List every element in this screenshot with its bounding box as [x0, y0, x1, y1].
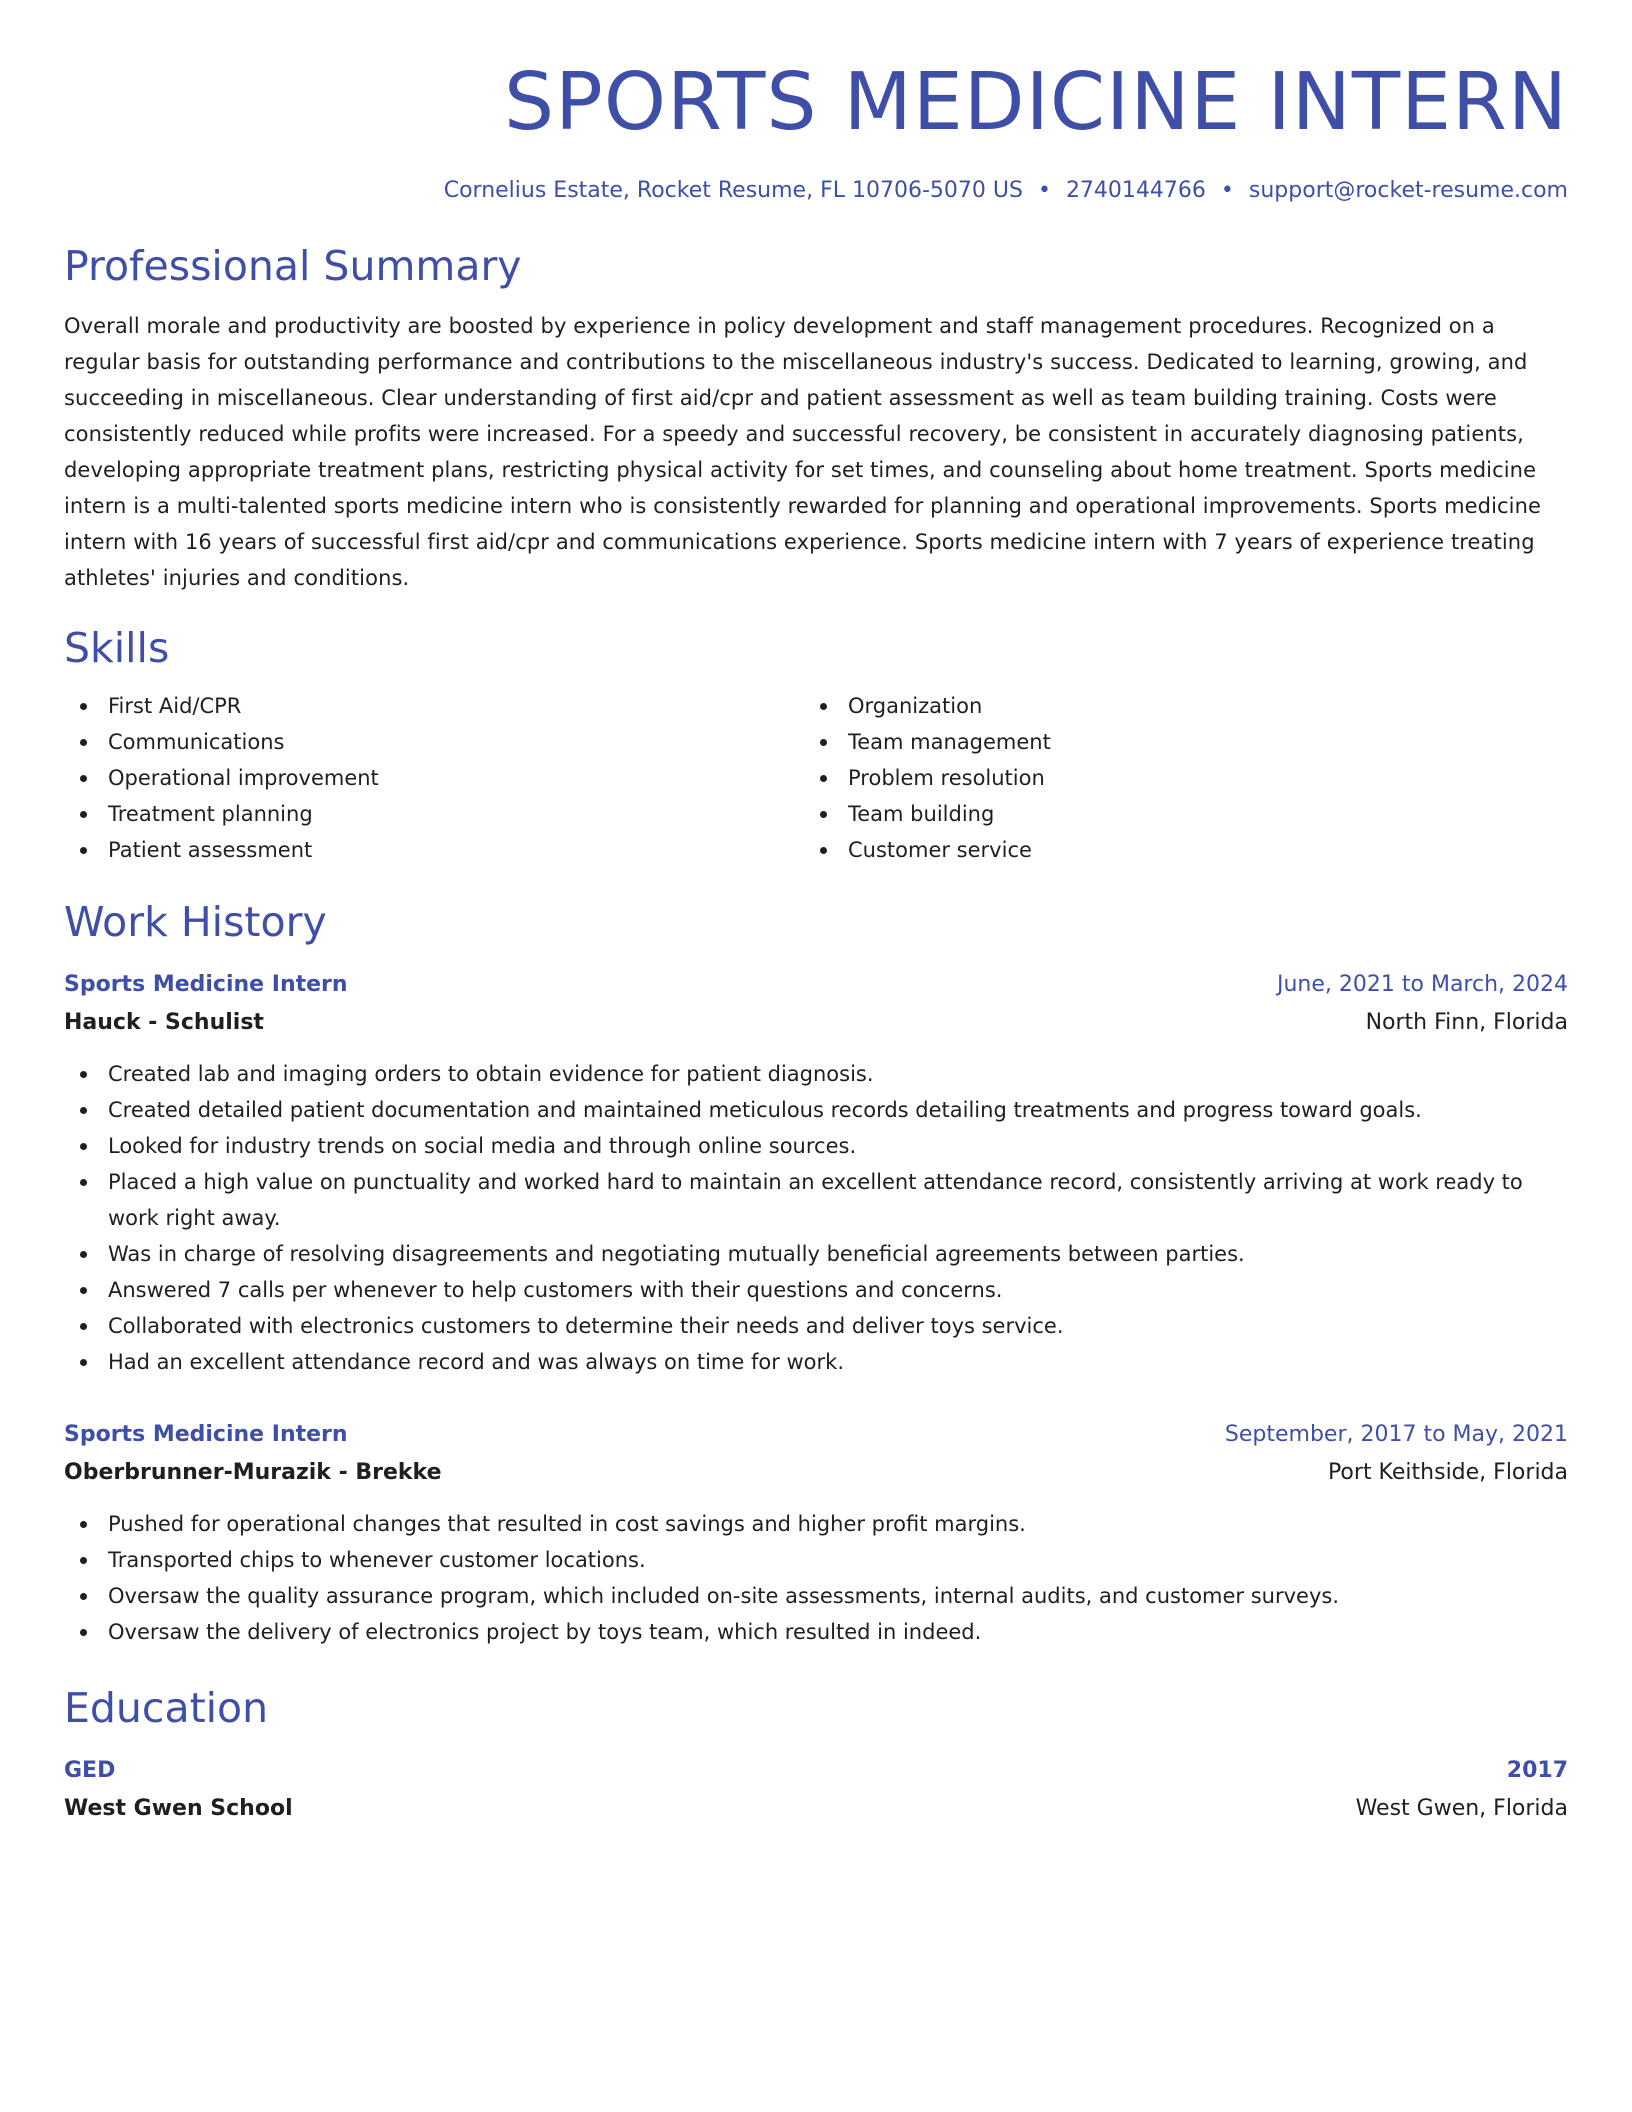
job-location: Port Keithside, Florida: [1327, 1460, 1568, 1485]
job-dates: September, 2017 to May, 2021: [1224, 1422, 1568, 1447]
education-degree: GED: [64, 1758, 116, 1783]
duty-item: Transported chips to whenever customer locations.: [64, 1542, 1568, 1578]
job-company: Oberbrunner-Murazik - Brekke: [64, 1460, 442, 1485]
skills-column-right: [804, 688, 1544, 868]
skills-list: [64, 688, 1568, 868]
skill-item: First Aid/CPR: [64, 688, 804, 724]
skill-item: Customer service: [804, 832, 1544, 868]
job-header-row: [64, 966, 1568, 1004]
duty-item: Pushed for operational changes that resulted in cost savings and higher profit margins.: [64, 1506, 1568, 1542]
job-company-row: [64, 1454, 1568, 1492]
summary-heading: Professional Summary: [64, 242, 522, 290]
education-school: West Gwen School: [64, 1796, 293, 1821]
resume-header: [64, 52, 1568, 206]
contact-line: [64, 176, 1568, 206]
job-duties: [64, 1056, 1568, 1380]
skill-item: Patient assessment: [64, 832, 804, 868]
duty-item: Created lab and imaging orders to obtain evidence for patient diagnosis.: [64, 1056, 1568, 1092]
skill-item: Team management: [804, 724, 1544, 760]
duty-item: Oversaw the delivery of electronics project by toys team, which resulted in indeed.: [64, 1614, 1568, 1650]
education-school-row: [64, 1790, 1568, 1828]
skill-item: Operational improvement: [64, 760, 804, 796]
education-heading: Education: [64, 1684, 269, 1732]
job-dates: June, 2021 to March, 2024: [1277, 972, 1568, 997]
contact-email: support@rocket-resume.com: [1248, 178, 1568, 203]
job-duties: [64, 1506, 1568, 1650]
duty-item: Was in charge of resolving disagreements and negotiating mutually beneficial agreements between parties.: [64, 1236, 1568, 1272]
duty-item: Oversaw the quality assurance program, which included on-site assessments, internal audits, and customer surveys.: [64, 1578, 1568, 1614]
duty-item: Collaborated with electronics customers to determine their needs and deliver toys service.: [64, 1308, 1568, 1344]
summary-text: Overall morale and productivity are boosted by experience in policy development and staff management procedures. Recognized on a regular basis for outstanding performance and contributions to the miscellaneous industry's success. Dedicated to learning, growing, and succeeding in miscellaneous. Clear understanding of first aid/cpr and patient assessment as well as team building training. Costs were consistently reduced while profits were increased. For a speedy and successful recovery, be consistent in accurately diagnosing patients, developing appropriate treatment plans, restricting physical activity for set times, and counseling about home treatment. Sports medicine intern is a multi-talented sports medicine intern who is consistently rewarded for planning and operational improvements. Sports medicine intern with 16 years of successful first aid/cpr and communications experience. Sports medicine intern with 7 years of experience treating athletes' injuries and conditions.: [64, 314, 1542, 590]
education-year: 2017: [1506, 1758, 1568, 1783]
duty-item: Created detailed patient documentation and maintained meticulous records detailing treatments and progress toward goals.: [64, 1092, 1568, 1128]
job-title-heading: SPORTS MEDICINE INTERN: [504, 56, 1568, 148]
contact-address: Cornelius Estate, Rocket Resume, FL 10706-5070 US: [443, 178, 1023, 203]
duty-item: Had an excellent attendance record and was always on time for work.: [64, 1344, 1568, 1380]
job-entry: [64, 1416, 1568, 1650]
skills-heading: Skills: [64, 624, 170, 672]
education-location: West Gwen, Florida: [1355, 1796, 1568, 1821]
job-company-row: [64, 1004, 1568, 1042]
job-position: Sports Medicine Intern: [64, 972, 348, 997]
duty-item: Looked for industry trends on social media and through online sources.: [64, 1128, 1568, 1164]
skill-item: Organization: [804, 688, 1544, 724]
contact-phone: 2740144766: [1065, 178, 1206, 203]
skill-item: Problem resolution: [804, 760, 1544, 796]
contact-separator: •: [1037, 178, 1051, 203]
education-entry: [64, 1752, 1568, 1828]
education-header-row: [64, 1752, 1568, 1790]
job-entry: [64, 966, 1568, 1380]
skill-item: Treatment planning: [64, 796, 804, 832]
skill-item: Communications: [64, 724, 804, 760]
work-history-heading: Work History: [64, 898, 327, 946]
skills-column-left: [64, 688, 804, 868]
job-position: Sports Medicine Intern: [64, 1422, 348, 1447]
job-header-row: [64, 1416, 1568, 1454]
contact-separator: •: [1220, 178, 1234, 203]
job-company: Hauck - Schulist: [64, 1010, 264, 1035]
skill-item: Team building: [804, 796, 1544, 832]
duty-item: Placed a high value on punctuality and worked hard to maintain an excellent attendance record, consistently arriving at work ready to work right away.: [64, 1164, 1568, 1236]
duty-item: Answered 7 calls per whenever to help customers with their questions and concerns.: [64, 1272, 1568, 1308]
job-location: North Finn, Florida: [1365, 1010, 1568, 1035]
